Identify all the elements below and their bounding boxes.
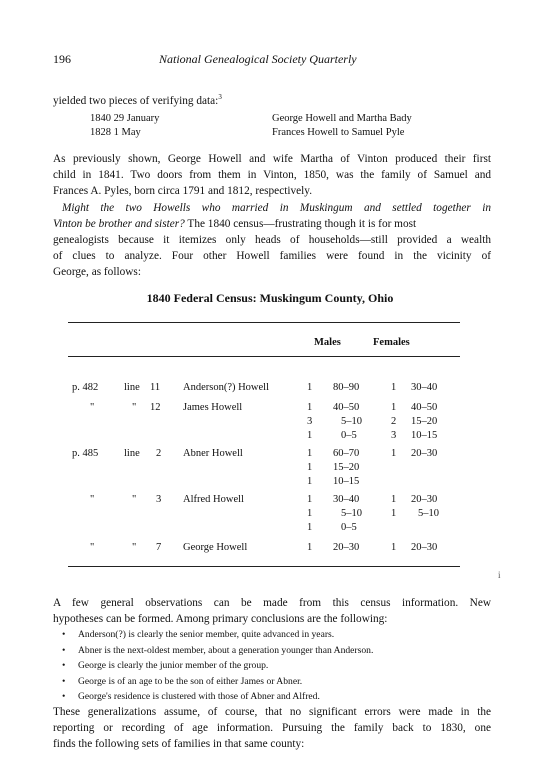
female-age: 20–30 bbox=[411, 448, 438, 459]
list-item: • Abner is the next-oldest member, about a generation younger than Anderson. bbox=[62, 643, 502, 659]
line-label: " bbox=[132, 542, 137, 553]
female-age: 20–30 bbox=[411, 542, 438, 553]
paragraph-line: hypotheses can be formed. Among primary conclusions are the following: bbox=[53, 613, 388, 625]
line-label: " bbox=[132, 402, 137, 413]
list-item: • George is of an age to be the son of either James or Abner. bbox=[62, 674, 502, 690]
male-age: 30–40 bbox=[333, 494, 360, 505]
paragraph-line: finds the following sets of families in that same county: bbox=[53, 738, 305, 750]
male-age: 0–5 bbox=[341, 522, 357, 533]
table-bottom-rule bbox=[68, 566, 460, 567]
paragraph-line: of clues to analyze. Four other Howell families were found in the vicinity of bbox=[53, 250, 491, 262]
paragraph-line: child in 1841. Two doors from them in Vinton, 1850, was the family of Samuel and bbox=[53, 169, 491, 181]
male-count: 1 bbox=[307, 402, 313, 413]
male-age: 5–10 bbox=[341, 416, 362, 427]
males-header: Males bbox=[314, 337, 341, 348]
male-count: 1 bbox=[307, 476, 313, 487]
female-age: 10–15 bbox=[411, 430, 438, 441]
line-number: 3 bbox=[156, 494, 162, 505]
verify-date-2: 1828 1 May bbox=[90, 127, 141, 138]
page-ref: " bbox=[90, 542, 95, 553]
intro-line-text: yielded two pieces of verifying data: bbox=[53, 94, 219, 107]
line-number: 7 bbox=[156, 542, 162, 553]
male-count: 1 bbox=[307, 448, 313, 459]
male-age: 60–70 bbox=[333, 448, 360, 459]
male-count: 1 bbox=[307, 382, 313, 393]
paragraph-line: Might the two Howells who married in Muskingum and settled together in bbox=[62, 202, 491, 214]
line-number: 2 bbox=[156, 448, 162, 459]
male-age: 5–10 bbox=[341, 508, 362, 519]
page-ref: " bbox=[90, 494, 95, 505]
conclusions-list bbox=[62, 627, 502, 705]
paragraph-line: As previously shown, George Howell and wife Martha of Vinton produced their first bbox=[53, 153, 491, 165]
table-title: 1840 Federal Census: Muskingum County, Ohio bbox=[146, 291, 394, 305]
female-age: 40–50 bbox=[411, 402, 438, 413]
male-age: 40–50 bbox=[333, 402, 360, 413]
head-of-household: James Howell bbox=[183, 402, 243, 413]
head-of-household: Alfred Howell bbox=[183, 494, 244, 505]
line-label: line bbox=[124, 382, 140, 393]
margin-mark: i bbox=[498, 570, 501, 580]
female-count: 2 bbox=[391, 416, 397, 427]
italic-question: Vinton be brother and sister? bbox=[53, 218, 185, 230]
paragraph-line: George, as follows: bbox=[53, 266, 141, 278]
page-ref: " bbox=[90, 402, 95, 413]
paragraph-line: These generalizations assume, of course, that no significant errors were made in the bbox=[53, 706, 491, 718]
paragraph-line bbox=[53, 217, 416, 233]
female-count: 1 bbox=[391, 508, 397, 519]
female-count: 1 bbox=[391, 402, 397, 413]
male-age: 20–30 bbox=[333, 542, 360, 553]
female-age: 20–30 bbox=[411, 494, 438, 505]
paragraph-line: genealogists because it itemizes only heads of households—still provided a wealth bbox=[53, 234, 491, 246]
running-header bbox=[53, 52, 493, 68]
line-label: " bbox=[132, 494, 137, 505]
male-count: 1 bbox=[307, 522, 313, 533]
list-item: • George's residence is clustered with those of Abner and Alfred. bbox=[62, 689, 502, 705]
male-count: 1 bbox=[307, 462, 313, 473]
page-ref: p. 482 bbox=[72, 382, 99, 393]
female-count: 1 bbox=[391, 448, 397, 459]
paragraph-line: Frances A. Pyles, born circa 1791 and 1812, respectively. bbox=[53, 185, 313, 197]
female-count: 1 bbox=[391, 382, 397, 393]
female-age: 5–10 bbox=[418, 508, 439, 519]
line-rest: The 1840 census—frustrating though it is for most bbox=[184, 218, 417, 230]
female-age: 15–20 bbox=[411, 416, 438, 427]
table-top-rule bbox=[68, 322, 460, 323]
male-count: 1 bbox=[307, 508, 313, 519]
female-age: 30–40 bbox=[411, 382, 438, 393]
verify-names-2: Frances Howell to Samuel Pyle bbox=[272, 127, 405, 138]
female-count: 1 bbox=[391, 494, 397, 505]
male-count: 3 bbox=[307, 416, 313, 427]
list-item: • Anderson(?) is clearly the senior member, quite advanced in years. bbox=[62, 627, 502, 643]
line-number: 12 bbox=[150, 402, 161, 413]
page-ref: p. 485 bbox=[72, 448, 99, 459]
paragraph-line: reporting or recording of age information. Pursuing the family back to 1830, one bbox=[53, 722, 491, 734]
male-count: 1 bbox=[307, 494, 313, 505]
male-age: 15–20 bbox=[333, 462, 360, 473]
journal-title: National Genealogical Society Quarterly bbox=[159, 52, 357, 66]
male-count: 1 bbox=[307, 430, 313, 441]
intro-line bbox=[53, 90, 222, 110]
verify-names-1: George Howell and Martha Bady bbox=[272, 113, 412, 124]
list-item: • George is clearly the junior member of the group. bbox=[62, 658, 502, 674]
line-number: 11 bbox=[150, 382, 161, 393]
paragraph-line: A few general observations can be made from this census information. New bbox=[53, 597, 491, 609]
male-age: 80–90 bbox=[333, 382, 360, 393]
head-of-household: George Howell bbox=[183, 542, 248, 553]
head-of-household: Anderson(?) Howell bbox=[183, 382, 270, 393]
females-header: Females bbox=[373, 337, 410, 348]
line-label: line bbox=[124, 448, 140, 459]
page-number: 196 bbox=[53, 52, 71, 66]
footnote-ref: 3 bbox=[218, 93, 222, 101]
header-rule bbox=[68, 356, 460, 357]
female-count: 1 bbox=[391, 542, 397, 553]
male-age: 10–15 bbox=[333, 476, 360, 487]
male-count: 1 bbox=[307, 542, 313, 553]
verify-date-1: 1840 29 January bbox=[90, 113, 160, 124]
female-count: 3 bbox=[391, 430, 397, 441]
head-of-household: Abner Howell bbox=[183, 448, 243, 459]
male-age: 0–5 bbox=[341, 430, 357, 441]
